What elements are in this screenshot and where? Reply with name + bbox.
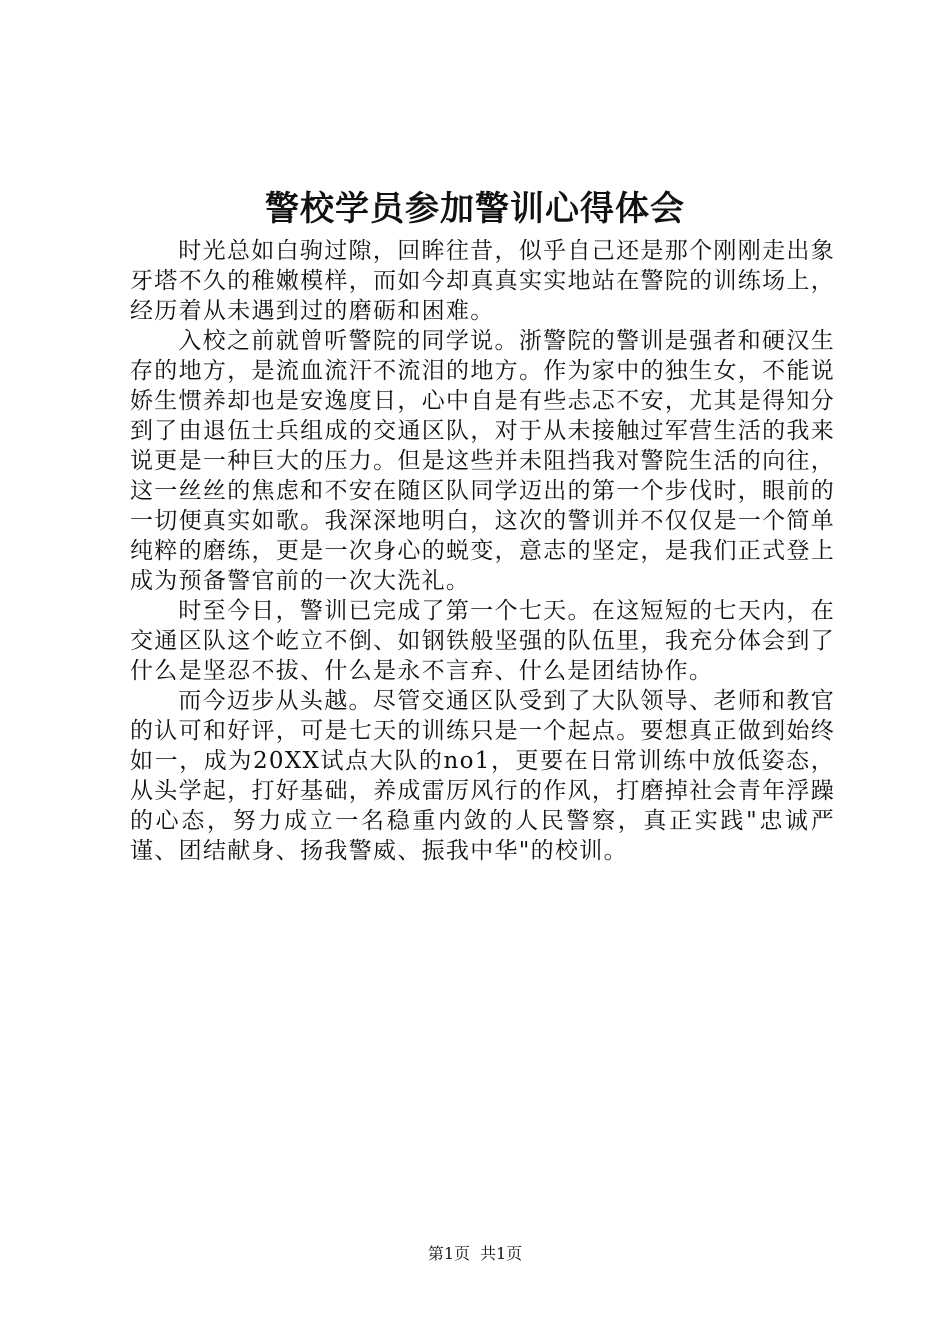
page-number: 第1页 xyxy=(427,1244,470,1263)
page-footer xyxy=(0,1242,950,1266)
document-title: 警校学员参加警训心得体会 xyxy=(265,189,685,229)
paragraph: 时至今日，警训已完成了第一个七天。在这短短的七天内，在交通区队这个屹立不倒、如钢铁般坚强的队伍里，我充分体会到了什么是坚忍不拔、什么是永不言弃、什么是团结协作。 xyxy=(130,598,835,684)
paragraph: 入校之前就曾听警院的同学说。浙警院的警训是强者和硬汉生存的地方，是流血流汗不流泪的地方。作为家中的独生女，不能说娇生惯养却也是安逸度日，心中自是有些忐忑不安，尤其是得知分到了由退伍士兵组成的交通区队，对于从未接触过军营生活的我来说更是一种巨大的压力。但是这些并未阻挡我对警院生活的向往，这一丝丝的焦虑和不安在随区队同学迈出的第一个步伐时，眼前的一切便真实如歌。我深深地明白，这次的警训并不仅仅是一个简单纯粹的磨练，更是一次身心的蜕变，意志的坚定，是我们正式登上成为预备警官前的一次大洗礼。 xyxy=(130,328,835,594)
paragraph: 时光总如白驹过隙，回眸往昔，似乎自己还是那个刚刚走出象牙塔不久的稚嫩模样，而如今却真真实实地站在警院的训练场上，经历着从未遇到过的磨砺和困难。 xyxy=(130,238,835,324)
paragraph: 而今迈步从头越。尽管交通区队受到了大队领导、老师和教官的认可和好评，可是七天的训练只是一个起点。要想真正做到始终如一，成为20XX试点大队的no1，更要在日常训练中放低姿态，从头学起，打好基础，养成雷厉风行的作风，打磨掉社会青年浮躁的心态，努力成立一名稳重内敛的人民警察，真正实践"忠诚严谨、团结献身、扬我警威、振我中华"的校训。 xyxy=(130,688,835,864)
page-total: 共1页 xyxy=(480,1244,523,1263)
document-body xyxy=(130,236,835,866)
